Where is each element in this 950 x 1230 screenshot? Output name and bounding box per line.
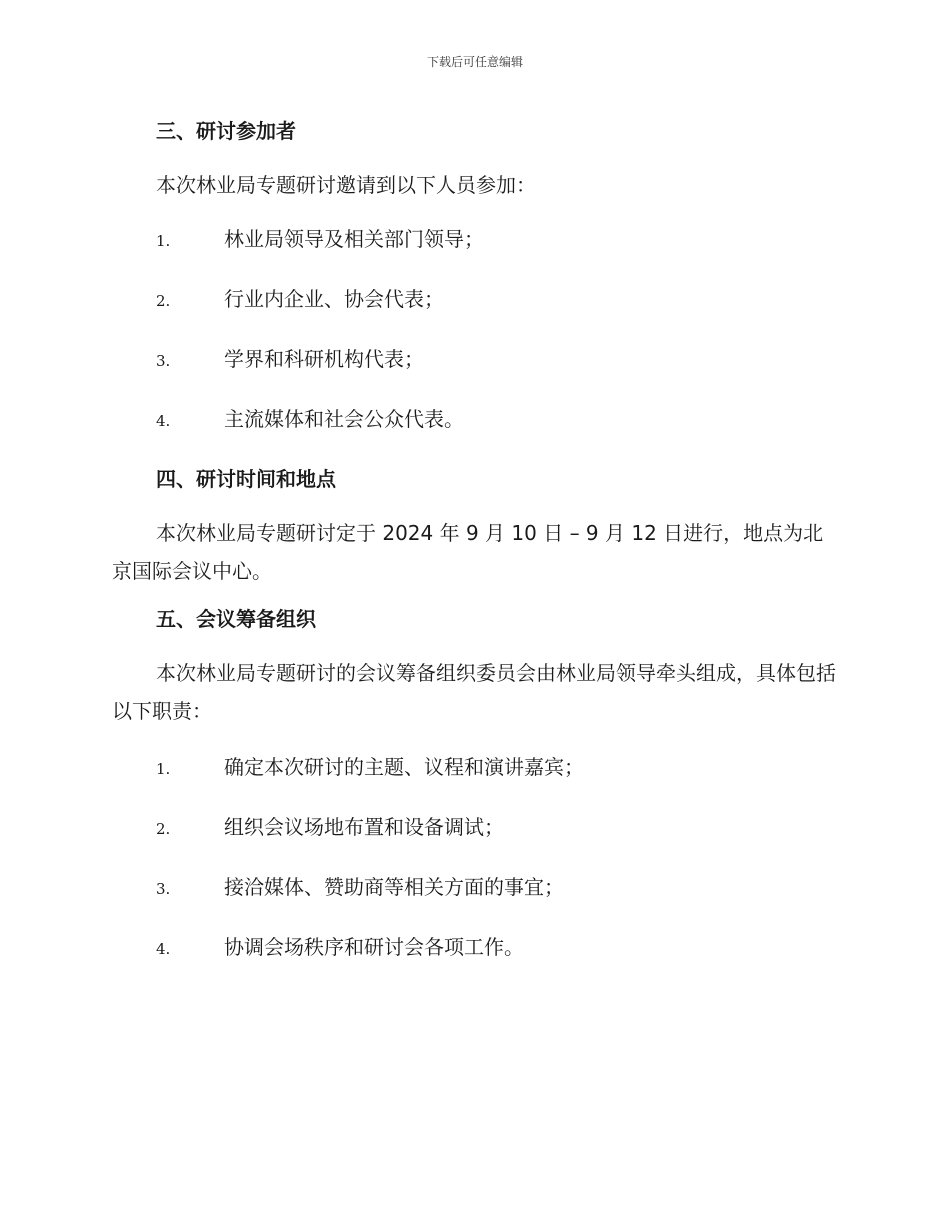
section-3-heading: 三、研讨参加者 [156,119,296,143]
list-item [112,284,840,316]
list-item-number: 1. [156,760,171,778]
section-5-list [112,752,840,964]
list-item-text: 主流媒体和社会公众代表。 [224,407,464,431]
section-4-heading: 四、研讨时间和地点 [156,467,336,491]
list-item-number: 2. [156,292,171,310]
list-item [112,812,840,844]
list-item-text: 行业内企业、协会代表； [224,287,444,311]
section-5-intro: 本次林业局专题研讨的会议筹备组织委员会由林业局领导牵头组成，具体包括以下职责： [112,661,836,723]
list-item-number: 3. [156,352,171,370]
section-5-heading: 五、会议筹备组织 [156,607,316,631]
list-item [112,224,840,256]
list-item [112,344,840,376]
section-3-intro: 本次林业局专题研讨邀请到以下人员参加： [156,173,536,197]
list-item-number: 2. [156,820,171,838]
list-item-text: 协调会场秩序和研讨会各项工作。 [224,935,524,959]
list-item-number: 4. [156,412,171,430]
list-item [112,872,840,904]
section-3-list [112,224,840,436]
list-item-number: 4. [156,940,171,958]
list-item-text: 接洽媒体、赞助商等相关方面的事宜； [224,875,564,899]
list-item [112,932,840,964]
list-item-number: 3. [156,880,171,898]
document-body [112,108,840,964]
list-item [112,752,840,784]
page-header: 下载后可任意编辑 [426,55,523,69]
section-4-body: 本次林业局专题研讨定于 2024 年 9 月 10 日 – 9 月 12 日进行，地点为北京国际会议中心。 [112,521,824,583]
list-item-text: 学界和科研机构代表； [224,347,424,371]
list-item-number: 1. [156,232,171,250]
list-item [112,404,840,436]
list-item-text: 组织会议场地布置和设备调试； [224,815,504,839]
list-item-text: 确定本次研讨的主题、议程和演讲嘉宾； [224,755,584,779]
list-item-text: 林业局领导及相关部门领导； [224,227,484,251]
